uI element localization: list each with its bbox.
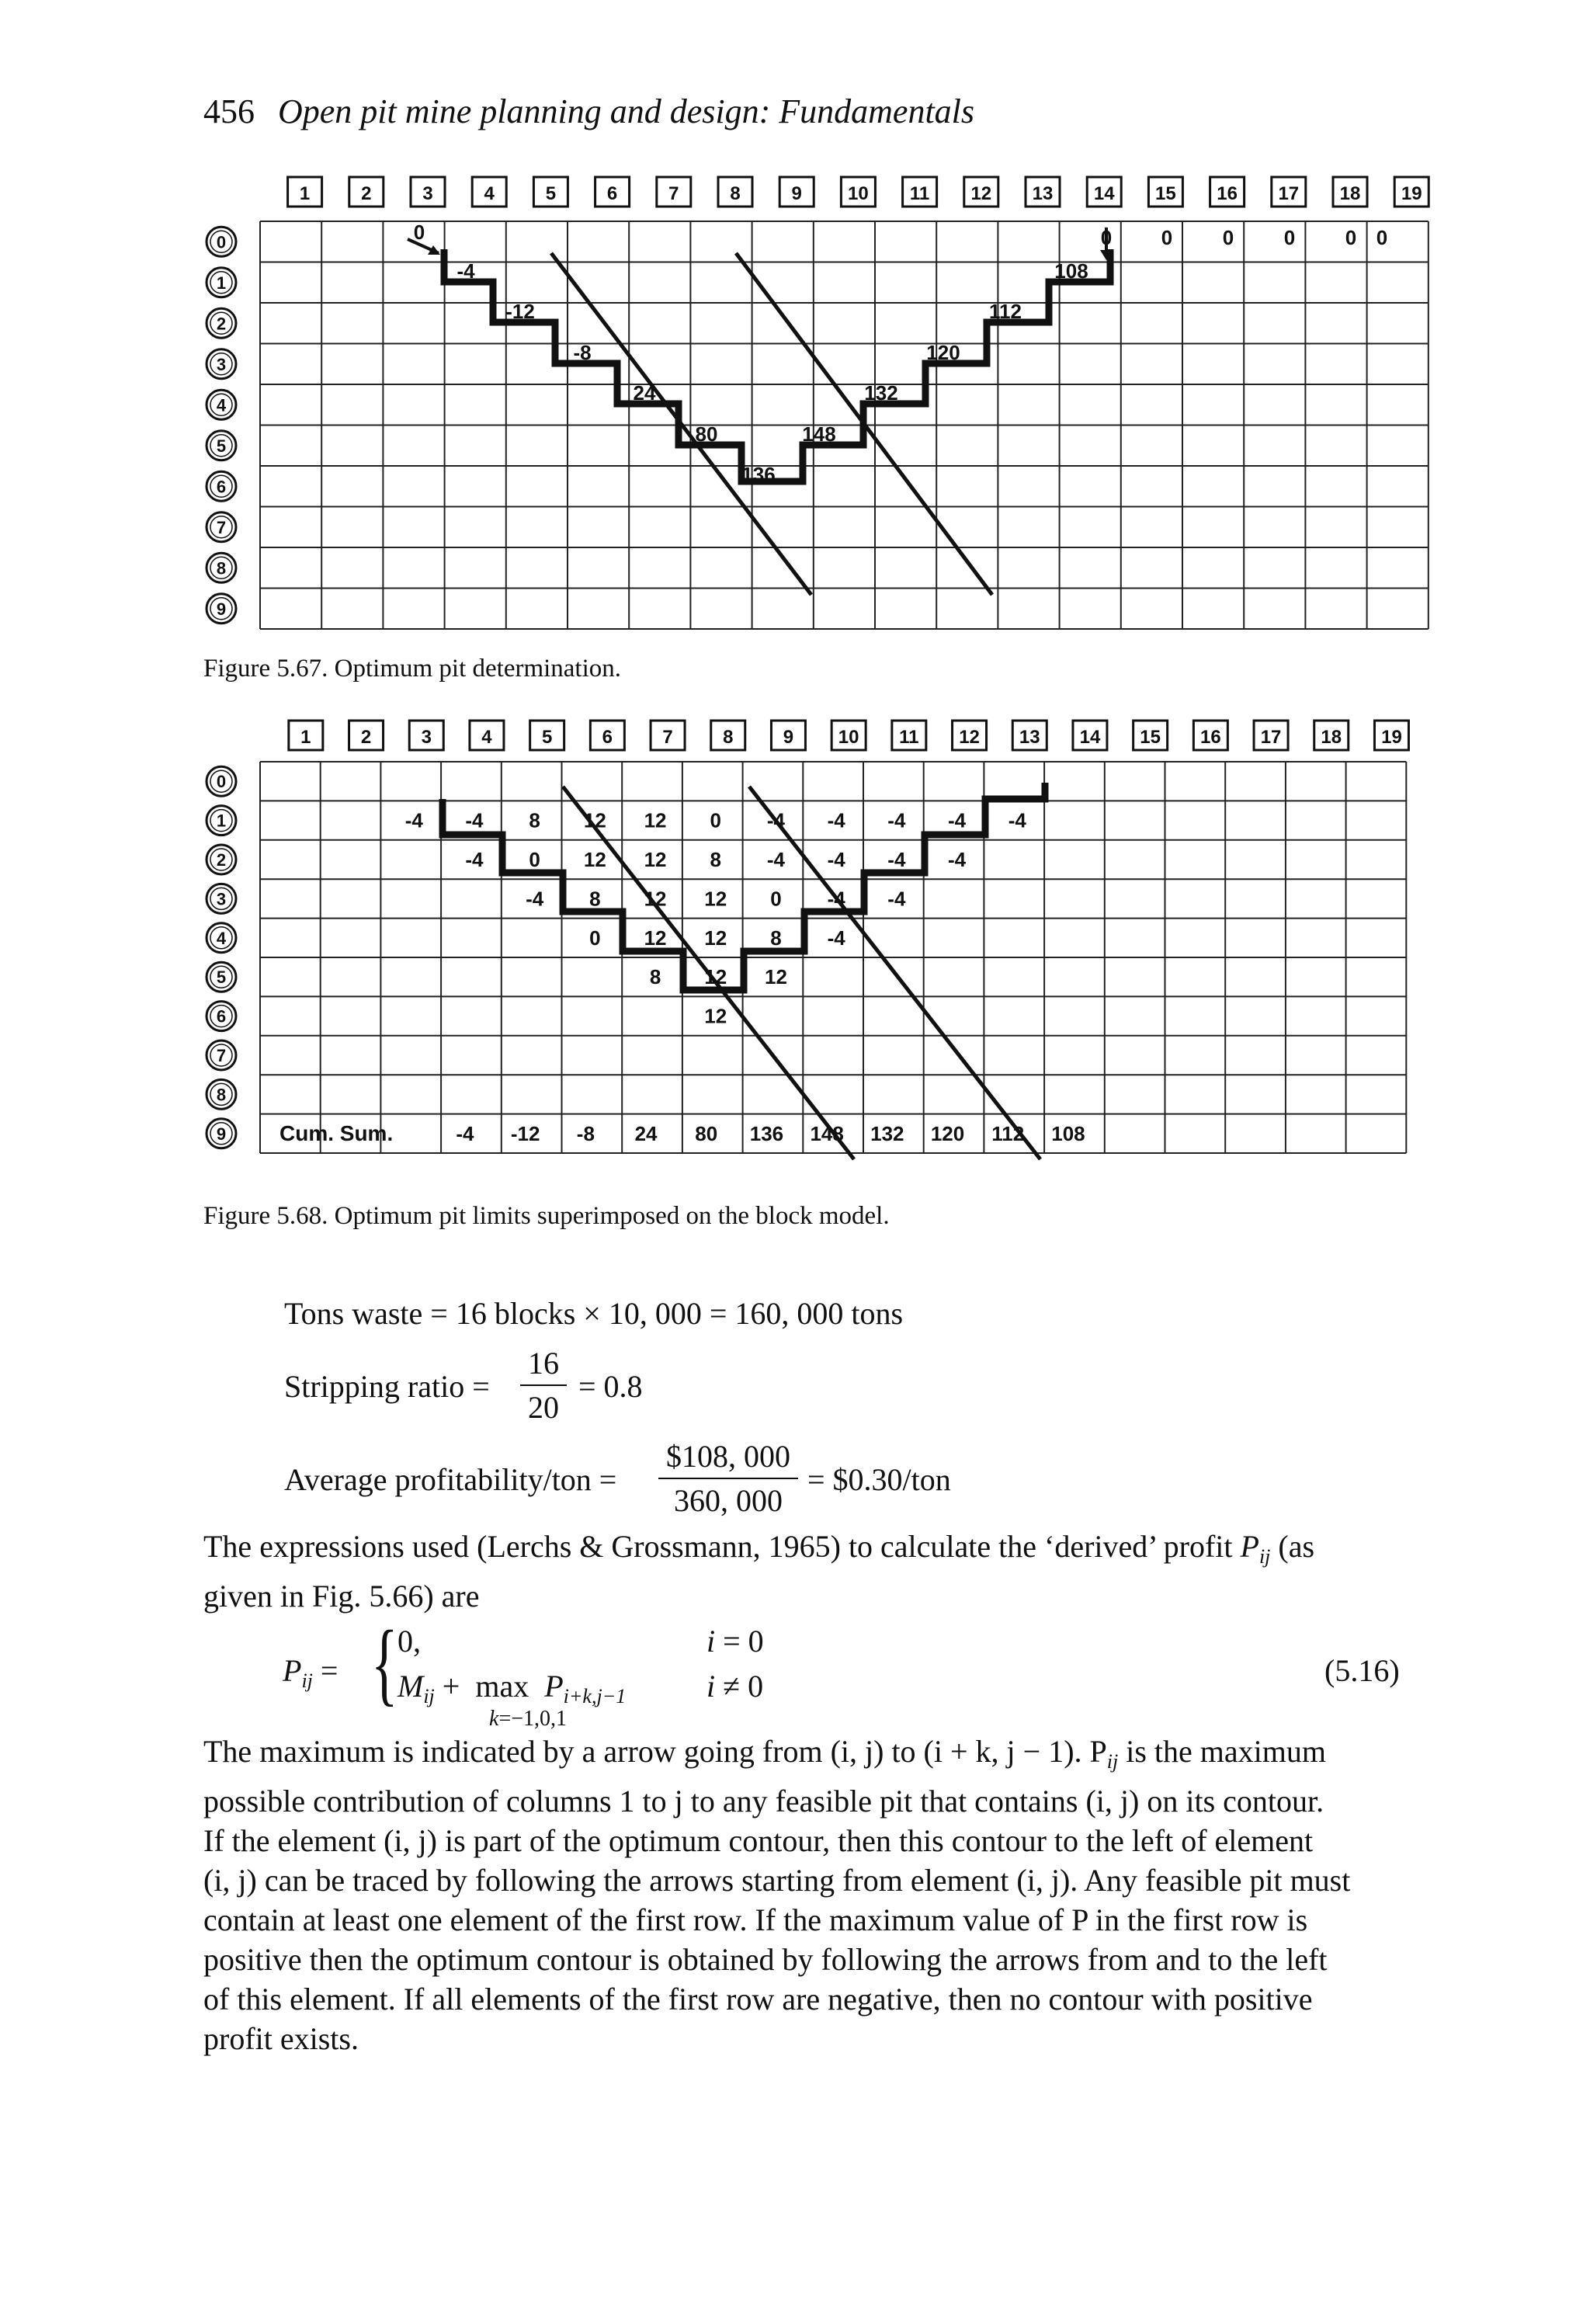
row-header-7 bbox=[207, 512, 236, 542]
svg-text:2: 2 bbox=[360, 727, 372, 748]
svg-text:7: 7 bbox=[668, 183, 679, 204]
equation-number: (5.16) bbox=[1324, 1653, 1400, 1688]
svg-text:2: 2 bbox=[216, 850, 227, 870]
block-value: -4 bbox=[766, 848, 786, 871]
block-value: -4 bbox=[947, 848, 967, 871]
derived-profit-value: 120 bbox=[926, 341, 960, 364]
block-value: 8 bbox=[710, 848, 721, 871]
row-headers bbox=[207, 227, 236, 624]
svg-text:4: 4 bbox=[484, 183, 495, 204]
svg-text:1: 1 bbox=[299, 183, 311, 204]
derived-profit-value: 0 bbox=[1161, 226, 1173, 249]
svg-text:13: 13 bbox=[1032, 183, 1054, 204]
row-header-4 bbox=[207, 923, 236, 953]
block-value: 12 bbox=[644, 808, 667, 832]
column-header-13 bbox=[1012, 721, 1047, 750]
block-value: 0 bbox=[710, 808, 721, 832]
derived-profit-value: 80 bbox=[695, 422, 718, 446]
column-header-14 bbox=[1073, 721, 1107, 750]
svg-text:17: 17 bbox=[1278, 183, 1300, 204]
column-header-1 bbox=[288, 177, 322, 207]
block-value: -4 bbox=[526, 887, 544, 911]
para2-line2: possible contribution of columns 1 to j to any feasible pit that contains (i, j) on its contour. bbox=[203, 1784, 1324, 1819]
block-value: -4 bbox=[827, 887, 845, 911]
row-header-0 bbox=[207, 227, 236, 256]
page-number: 456 bbox=[203, 92, 255, 130]
row-header-3 bbox=[207, 884, 236, 913]
column-headers bbox=[289, 721, 1409, 750]
block-value: 0 bbox=[770, 887, 782, 911]
svg-text:9: 9 bbox=[791, 183, 802, 204]
column-header-17 bbox=[1254, 721, 1288, 750]
svg-text:2: 2 bbox=[361, 183, 372, 204]
svg-text:19: 19 bbox=[1381, 727, 1402, 748]
column-header-6 bbox=[595, 177, 630, 207]
derived-profit-value: 136 bbox=[741, 463, 776, 486]
column-header-19 bbox=[1394, 177, 1429, 207]
block-value: -4 bbox=[887, 848, 906, 871]
svg-text:0: 0 bbox=[216, 232, 227, 252]
block-value: 12 bbox=[704, 1004, 727, 1028]
svg-text:17: 17 bbox=[1260, 727, 1282, 748]
column-header-16 bbox=[1193, 721, 1227, 750]
derived-profit-values bbox=[414, 221, 1387, 486]
block-value: -4 bbox=[887, 887, 906, 911]
column-header-8 bbox=[718, 177, 752, 207]
row-header-2 bbox=[207, 308, 236, 338]
svg-text:3: 3 bbox=[216, 354, 227, 374]
row-header-5 bbox=[207, 431, 236, 460]
column-header-13 bbox=[1026, 177, 1060, 207]
cum-sum-value: -12 bbox=[510, 1121, 540, 1145]
svg-text:19: 19 bbox=[1401, 183, 1422, 204]
svg-text:13: 13 bbox=[1019, 727, 1040, 748]
block-value: 12 bbox=[583, 848, 606, 871]
block-value: 12 bbox=[704, 887, 727, 911]
para2-line5: contain at least one element of the first row. If the maximum value of P in the first row is bbox=[203, 1902, 1308, 1937]
derived-profit-value: -4 bbox=[457, 259, 475, 283]
svg-text:2: 2 bbox=[216, 314, 227, 334]
derived-profit-value: 0 bbox=[1100, 226, 1113, 249]
derived-profit-value: 0 bbox=[1283, 226, 1296, 249]
running-header bbox=[203, 92, 974, 131]
column-header-7 bbox=[657, 177, 691, 207]
svg-text:16: 16 bbox=[1199, 727, 1221, 748]
cum-sum-value: -8 bbox=[576, 1121, 595, 1145]
svg-text:7: 7 bbox=[216, 517, 227, 537]
svg-text:1: 1 bbox=[300, 727, 311, 748]
block-value: 8 bbox=[589, 887, 601, 911]
row-header-6 bbox=[207, 471, 236, 501]
block-value: 12 bbox=[583, 808, 606, 832]
svg-text:5: 5 bbox=[545, 183, 557, 204]
column-header-14 bbox=[1087, 177, 1121, 207]
svg-text:12: 12 bbox=[970, 183, 992, 204]
row-header-8 bbox=[207, 1079, 236, 1109]
row-header-2 bbox=[207, 845, 236, 874]
cum-sum-value: 24 bbox=[634, 1121, 658, 1145]
row-headers bbox=[207, 766, 236, 1148]
cum-sum-value: 80 bbox=[695, 1121, 718, 1145]
row-header-9 bbox=[207, 594, 236, 624]
block-grid bbox=[260, 221, 1429, 629]
svg-text:7: 7 bbox=[662, 727, 673, 748]
svg-text:3: 3 bbox=[422, 183, 433, 204]
row-header-6 bbox=[207, 1002, 236, 1031]
derived-profit-value: 0 bbox=[1222, 226, 1234, 249]
derived-profit-value: 112 bbox=[989, 300, 1022, 323]
derived-profit-value: 148 bbox=[802, 422, 836, 446]
para2-line3: If the element (i, j) is part of the optimum contour, then this contour to the left of element bbox=[203, 1823, 1314, 1858]
optimum-contour bbox=[444, 249, 1110, 481]
svg-text:4: 4 bbox=[481, 727, 492, 748]
column-header-19 bbox=[1374, 721, 1408, 750]
svg-text:10: 10 bbox=[838, 727, 859, 748]
block-value: -4 bbox=[887, 808, 906, 832]
row-header-4 bbox=[207, 390, 236, 419]
column-header-8 bbox=[711, 721, 745, 750]
block-value: 0 bbox=[529, 848, 540, 871]
block-value: 8 bbox=[649, 965, 661, 989]
derived-profit-value: -12 bbox=[505, 300, 535, 323]
para2-line4: (i, j) can be traced by following the arrows starting from element (i, j). Any feasible pit must bbox=[203, 1863, 1351, 1898]
column-header-1 bbox=[289, 721, 323, 750]
paragraph-expressions: The expressions used (Lerchs & Grossmann, 1965) to calculate the ‘derived’ profit $P_{ij}$ (as given in Fig. 5.66) are bbox=[203, 1527, 1421, 1616]
arrows bbox=[408, 228, 1113, 260]
cum-sum-value: 112 bbox=[991, 1121, 1025, 1145]
svg-text:3: 3 bbox=[421, 727, 432, 748]
svg-text:18: 18 bbox=[1339, 183, 1361, 204]
row-header-0 bbox=[207, 766, 236, 796]
average-profitability-label: Average profitability/ton = bbox=[284, 1462, 617, 1497]
block-value: 12 bbox=[704, 965, 727, 989]
para2-line8: profit exists. bbox=[203, 2021, 359, 2056]
column-header-10 bbox=[841, 177, 875, 207]
column-header-4 bbox=[472, 177, 506, 207]
derived-profit-value: 108 bbox=[1054, 259, 1088, 283]
svg-text:8: 8 bbox=[723, 727, 734, 748]
stripping-denominator: 20 bbox=[528, 1390, 559, 1425]
svg-text:10: 10 bbox=[848, 183, 869, 204]
cum-sum-value: 120 bbox=[930, 1121, 965, 1145]
block-value: 12 bbox=[644, 887, 667, 911]
block-value: 12 bbox=[764, 965, 787, 989]
para2-line7: of this element. If all elements of the first row are negative, then no contour with positive bbox=[203, 1982, 1313, 2017]
cum-sum-value: -4 bbox=[456, 1121, 474, 1145]
column-header-11 bbox=[892, 721, 926, 750]
svg-text:15: 15 bbox=[1155, 183, 1176, 204]
block-value: 12 bbox=[644, 926, 667, 950]
svg-text:11: 11 bbox=[899, 727, 919, 748]
svg-text:9: 9 bbox=[216, 1124, 227, 1144]
svg-text:8: 8 bbox=[216, 1085, 227, 1105]
svg-text:5: 5 bbox=[541, 727, 553, 748]
column-header-5 bbox=[533, 177, 568, 207]
svg-text:9: 9 bbox=[783, 727, 794, 748]
stripping-ratio-fraction bbox=[520, 1345, 567, 1426]
svg-text:11: 11 bbox=[909, 183, 930, 204]
figure-5-67-caption: Figure 5.67. Optimum pit determination. bbox=[203, 655, 622, 683]
row-header-9 bbox=[207, 1119, 236, 1148]
column-header-5 bbox=[530, 721, 564, 750]
column-header-12 bbox=[964, 177, 998, 207]
avg-denominator: 360, 000 bbox=[674, 1483, 783, 1518]
block-value: 8 bbox=[529, 808, 540, 832]
average-profitability-result: = $0.30/ton bbox=[807, 1462, 951, 1497]
column-header-3 bbox=[409, 721, 443, 750]
svg-text:9: 9 bbox=[216, 599, 227, 619]
book-title: Open pit mine planning and design: Fundamentals bbox=[278, 92, 975, 130]
paragraph-maximum: The maximum is indicated by a arrow going from (i, j) to (i + k, j − 1). $P_{ij}$ is the maximum possible contribution of columns 1 to j to any feasible pit that contains (i, j) on its contour. If the element (i, j) is part of the optimum contour, then this contour to the left of element (i, j) can be traced by following the arrows starting from element (i, j). Any feasible pit must contain at least one element of the first row. If the maximum value of P in the first row is positive then the optimum contour is obtained by following the arrows from and to the left of this element. If all elements of the first row are negative, then no contour with positive profit exists. bbox=[203, 1732, 1421, 2058]
svg-text:6: 6 bbox=[602, 727, 613, 748]
svg-text:1: 1 bbox=[216, 811, 227, 831]
column-header-6 bbox=[590, 721, 624, 750]
right-slope-line bbox=[749, 787, 1040, 1159]
row-header-5 bbox=[207, 962, 236, 992]
row-header-3 bbox=[207, 349, 236, 379]
block-value: -4 bbox=[827, 926, 845, 950]
block-value: 12 bbox=[644, 848, 667, 871]
cum-sum-value: 136 bbox=[749, 1121, 784, 1145]
svg-text:12: 12 bbox=[959, 727, 980, 748]
cum-sum-value: 108 bbox=[1051, 1121, 1085, 1145]
svg-text:6: 6 bbox=[606, 183, 618, 204]
block-value: -4 bbox=[404, 808, 423, 832]
derived-profit-value: -8 bbox=[573, 341, 592, 364]
figure-5-67 bbox=[198, 169, 1422, 619]
block-value: -4 bbox=[827, 848, 845, 871]
column-header-17 bbox=[1272, 177, 1306, 207]
stripping-ratio-label: Stripping ratio = bbox=[284, 1369, 490, 1404]
block-value: -4 bbox=[947, 808, 967, 832]
derived-profit-value: 0 bbox=[413, 221, 425, 244]
cum-sum-value: 132 bbox=[870, 1121, 904, 1145]
svg-text:5: 5 bbox=[216, 967, 227, 988]
avg-numerator: $108, 000 bbox=[666, 1439, 790, 1474]
para2-line6: positive then the optimum contour is obtained by following the arrows from and to the left bbox=[203, 1942, 1328, 1977]
block-value: -4 bbox=[465, 808, 484, 832]
svg-text:8: 8 bbox=[730, 183, 741, 204]
column-header-11 bbox=[903, 177, 937, 207]
svg-text:14: 14 bbox=[1079, 727, 1101, 748]
derived-profit-value: 24 bbox=[633, 381, 656, 405]
svg-text:6: 6 bbox=[216, 1006, 227, 1027]
pit-slope-lines bbox=[551, 253, 992, 595]
column-header-7 bbox=[651, 721, 685, 750]
svg-text:6: 6 bbox=[216, 477, 227, 497]
row-header-1 bbox=[207, 268, 236, 297]
svg-text:16: 16 bbox=[1217, 183, 1238, 204]
row-header-1 bbox=[207, 806, 236, 835]
svg-text:4: 4 bbox=[216, 395, 227, 415]
column-header-9 bbox=[779, 177, 814, 207]
row-header-8 bbox=[207, 553, 236, 582]
para2-line1: The maximum is indicated by a arrow going from (i, j) to (i + k, j − 1). P bbox=[203, 1734, 1107, 1769]
cum-sum-label: Cum. Sum. bbox=[279, 1120, 394, 1145]
svg-text:0: 0 bbox=[216, 772, 227, 792]
figure-5-68-caption: Figure 5.68. Optimum pit limits superimposed on the block model. bbox=[203, 1202, 890, 1230]
column-header-12 bbox=[953, 721, 987, 750]
pit-slope-lines bbox=[563, 787, 1040, 1159]
svg-text:3: 3 bbox=[216, 889, 227, 909]
tons-waste-equation: Tons waste = 16 blocks × 10, 000 = 160, 000 tons bbox=[284, 1296, 904, 1331]
stripping-numerator: 16 bbox=[528, 1346, 559, 1381]
block-value: -4 bbox=[1008, 808, 1026, 832]
column-header-10 bbox=[831, 721, 866, 750]
svg-text:14: 14 bbox=[1093, 183, 1115, 204]
para1-line1: The expressions used (Lerchs & Grossmann, 1965) to calculate the ‘derived’ profit bbox=[203, 1529, 1233, 1564]
cum-sum-value: 148 bbox=[810, 1121, 844, 1145]
column-header-2 bbox=[349, 721, 384, 750]
svg-text:1: 1 bbox=[216, 273, 227, 293]
column-header-2 bbox=[349, 177, 384, 207]
block-value: 12 bbox=[704, 926, 727, 950]
svg-text:8: 8 bbox=[216, 558, 227, 578]
column-header-9 bbox=[771, 721, 805, 750]
para1-line2: given in Fig. 5.66) are bbox=[203, 1579, 480, 1614]
svg-text:4: 4 bbox=[216, 928, 227, 948]
column-header-16 bbox=[1210, 177, 1245, 207]
column-headers bbox=[288, 177, 1429, 207]
derived-profit-value: 132 bbox=[864, 381, 898, 405]
figure-5-68 bbox=[198, 718, 1432, 1169]
derived-profit-value: 0 bbox=[1376, 226, 1388, 249]
stripping-ratio-result: = 0.8 bbox=[578, 1369, 643, 1404]
column-header-18 bbox=[1314, 721, 1349, 750]
svg-text:18: 18 bbox=[1321, 727, 1342, 748]
column-header-3 bbox=[411, 177, 445, 207]
row-header-7 bbox=[207, 1040, 236, 1070]
svg-text:7: 7 bbox=[216, 1046, 227, 1065]
block-value: 8 bbox=[770, 926, 782, 950]
block-value: -4 bbox=[827, 808, 845, 832]
block-value: -4 bbox=[766, 808, 786, 832]
block-value: 0 bbox=[589, 926, 601, 950]
column-header-18 bbox=[1333, 177, 1367, 207]
svg-text:15: 15 bbox=[1140, 727, 1161, 748]
svg-text:5: 5 bbox=[216, 436, 227, 456]
block-value: -4 bbox=[465, 848, 484, 871]
column-header-15 bbox=[1133, 721, 1168, 750]
derived-profit-value: 0 bbox=[1345, 226, 1357, 249]
average-profitability-fraction bbox=[658, 1438, 798, 1519]
column-header-15 bbox=[1148, 177, 1182, 207]
column-header-4 bbox=[470, 721, 504, 750]
